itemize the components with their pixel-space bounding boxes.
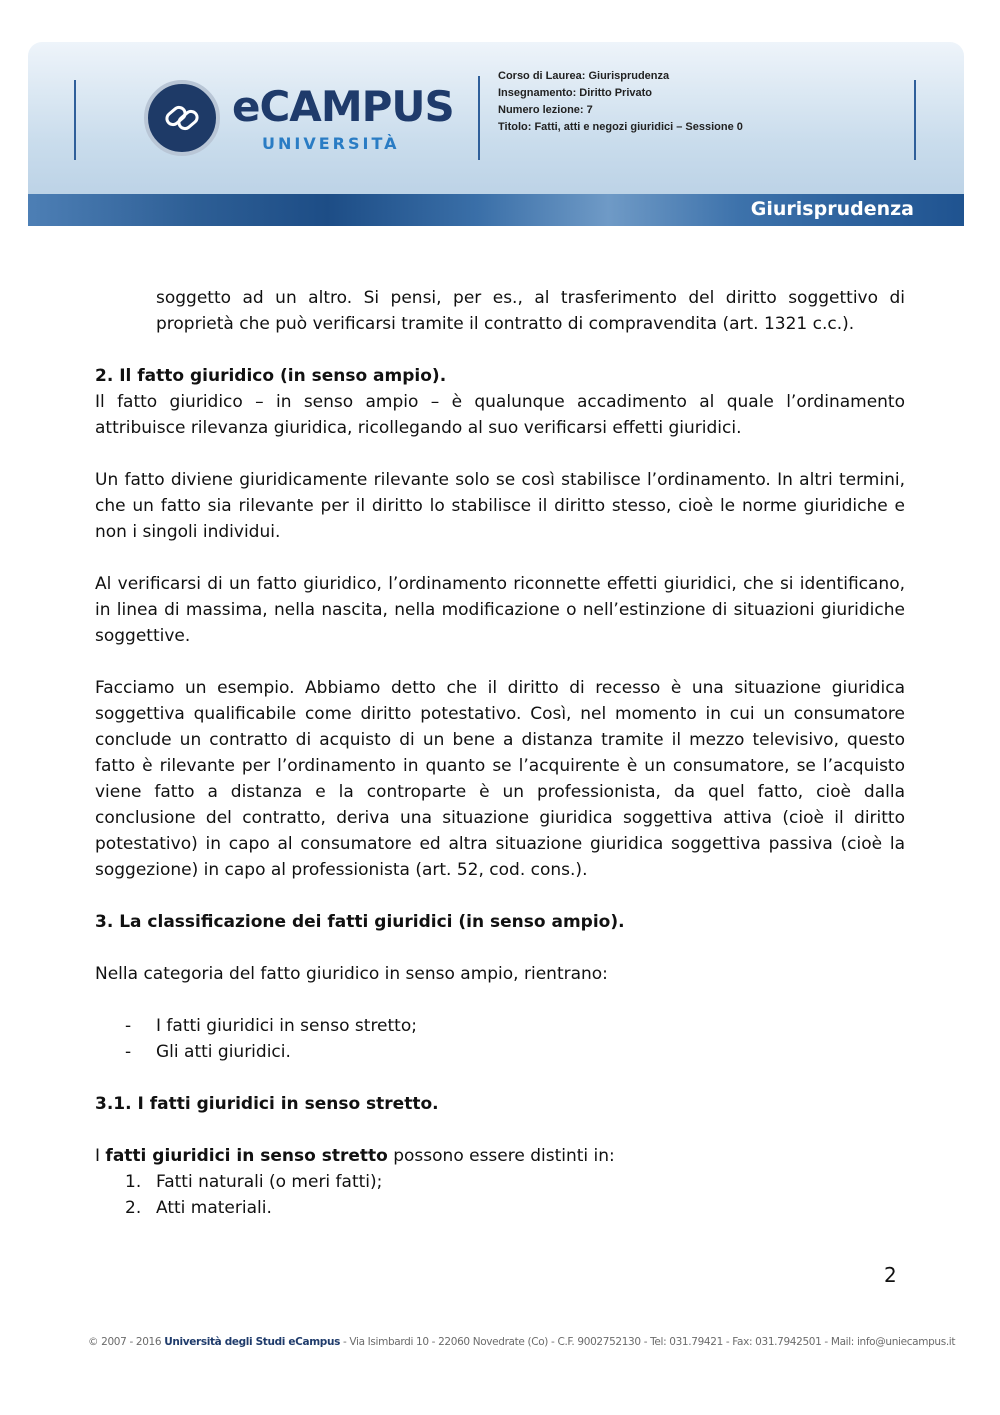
section-2-heading: 2. Il fatto giuridico (in senso ampio). bbox=[95, 366, 447, 386]
section-label: Giurisprudenza bbox=[750, 198, 914, 220]
ecampus-logo bbox=[144, 78, 454, 198]
paragraph: Nella categoria del fatto giuridico in senso ampio, rientrano: bbox=[95, 964, 608, 984]
bullet-dash: - bbox=[125, 1016, 132, 1036]
bullet-dash: - bbox=[125, 1042, 132, 1062]
course-line: Corso di Laurea: Giurisprudenza bbox=[498, 70, 670, 82]
paragraph: Facciamo un esempio. Abbiamo detto che il diritto di recesso è una situazione giuridica soggettiva qualificabile come diritto potestativo. Così, nel momento in cui un consumatore conclude un contratto di acquisto di un bene a distanza tramite il mezzo televisivo, questo fatto è rilevante per l’ordinamento in quanto se l’acquirente è un consumatore, se l’acquisto viene fatto a distanza e la controparte è un professionista, da quel fatto, cioè dalla conclusione del contratto, deriva una situazione giuridica soggettiva attiva (cioè il diritto potestativo) in capo al consumatore ed altra situazione giuridica soggettiva passiva (cioè la soggezione) in capo al professionista (art. 52, cod. cons.). bbox=[95, 678, 905, 880]
course-line: Numero lezione: 7 bbox=[498, 104, 593, 116]
document-body bbox=[95, 285, 905, 1221]
course-info bbox=[498, 68, 743, 136]
list-item: - I fatti giuridici in senso stretto; bbox=[95, 1013, 905, 1039]
footer: © 2007 - 2016 Università degli Studi eCampus - Via Isimbardi 10 - 22060 Novedrate (Co) - C.F. 9002752130 - Tel: 031.79421 - Fax: 031.7942501 - Mail: info@uniecampus.it bbox=[88, 1336, 956, 1348]
numbered-list bbox=[95, 1169, 905, 1221]
paragraph: I fatti giuridici in senso stretto possono essere distinti in: bbox=[95, 1146, 615, 1166]
logo-wordmark: eCAMPUS bbox=[232, 82, 454, 131]
header-stripe bbox=[28, 194, 964, 226]
divider-left bbox=[74, 80, 76, 160]
bullet-list bbox=[95, 1013, 905, 1065]
intro-paragraph: soggetto ad un altro. Si pensi, per es., al trasferimento del diritto soggettivo di proprietà che può verificarsi tramite il contratto di compravendita (art. 1321 c.c.). bbox=[156, 288, 905, 334]
header-banner bbox=[28, 42, 964, 226]
footer-university: Università degli Studi eCampus bbox=[164, 1336, 340, 1348]
divider-right bbox=[914, 80, 916, 160]
logo-subtitle: UNIVERSITÀ bbox=[262, 134, 400, 153]
paragraph: Il fatto giuridico – in senso ampio – è qualunque accadimento al quale l’ordinamento attribuisce rilevanza giuridica, ricollegando al suo verificarsi effetti giuridici. bbox=[95, 392, 905, 438]
section-3-heading: 3. La classificazione dei fatti giuridici (in senso ampio). bbox=[95, 912, 625, 932]
paragraph: Un fatto diviene giuridicamente rilevante solo se così stabilisce l’ordinamento. In altri termini, che un fatto sia rilevante per il diritto lo stabilisce il diritto stesso, cioè le norme giuridiche e non i singoli individui. bbox=[95, 470, 905, 542]
course-line: Insegnamento: Diritto Privato bbox=[498, 87, 653, 99]
paragraph: Al verificarsi di un fatto giuridico, l’ordinamento riconnette effetti giuridici, che si identificano, in linea di massima, nella nascita, nella modificazione o nell’estinzione di situazioni giuridiche soggettive. bbox=[95, 574, 905, 646]
list-item: 2. Atti materiali. bbox=[125, 1198, 272, 1218]
list-item: - Gli atti giuridici. bbox=[95, 1039, 905, 1065]
logo-emblem-icon bbox=[144, 80, 220, 156]
page-number: 2 bbox=[884, 1263, 897, 1287]
divider-middle bbox=[478, 76, 480, 160]
course-line: Titolo: Fatti, atti e negozi giuridici – Sessione 0 bbox=[498, 121, 743, 133]
list-item: 1. Fatti naturali (o meri fatti); bbox=[125, 1172, 383, 1192]
section-3-1-heading: 3.1. I fatti giuridici in senso stretto. bbox=[95, 1094, 439, 1114]
bold-term: fatti giuridici in senso stretto bbox=[105, 1146, 388, 1166]
